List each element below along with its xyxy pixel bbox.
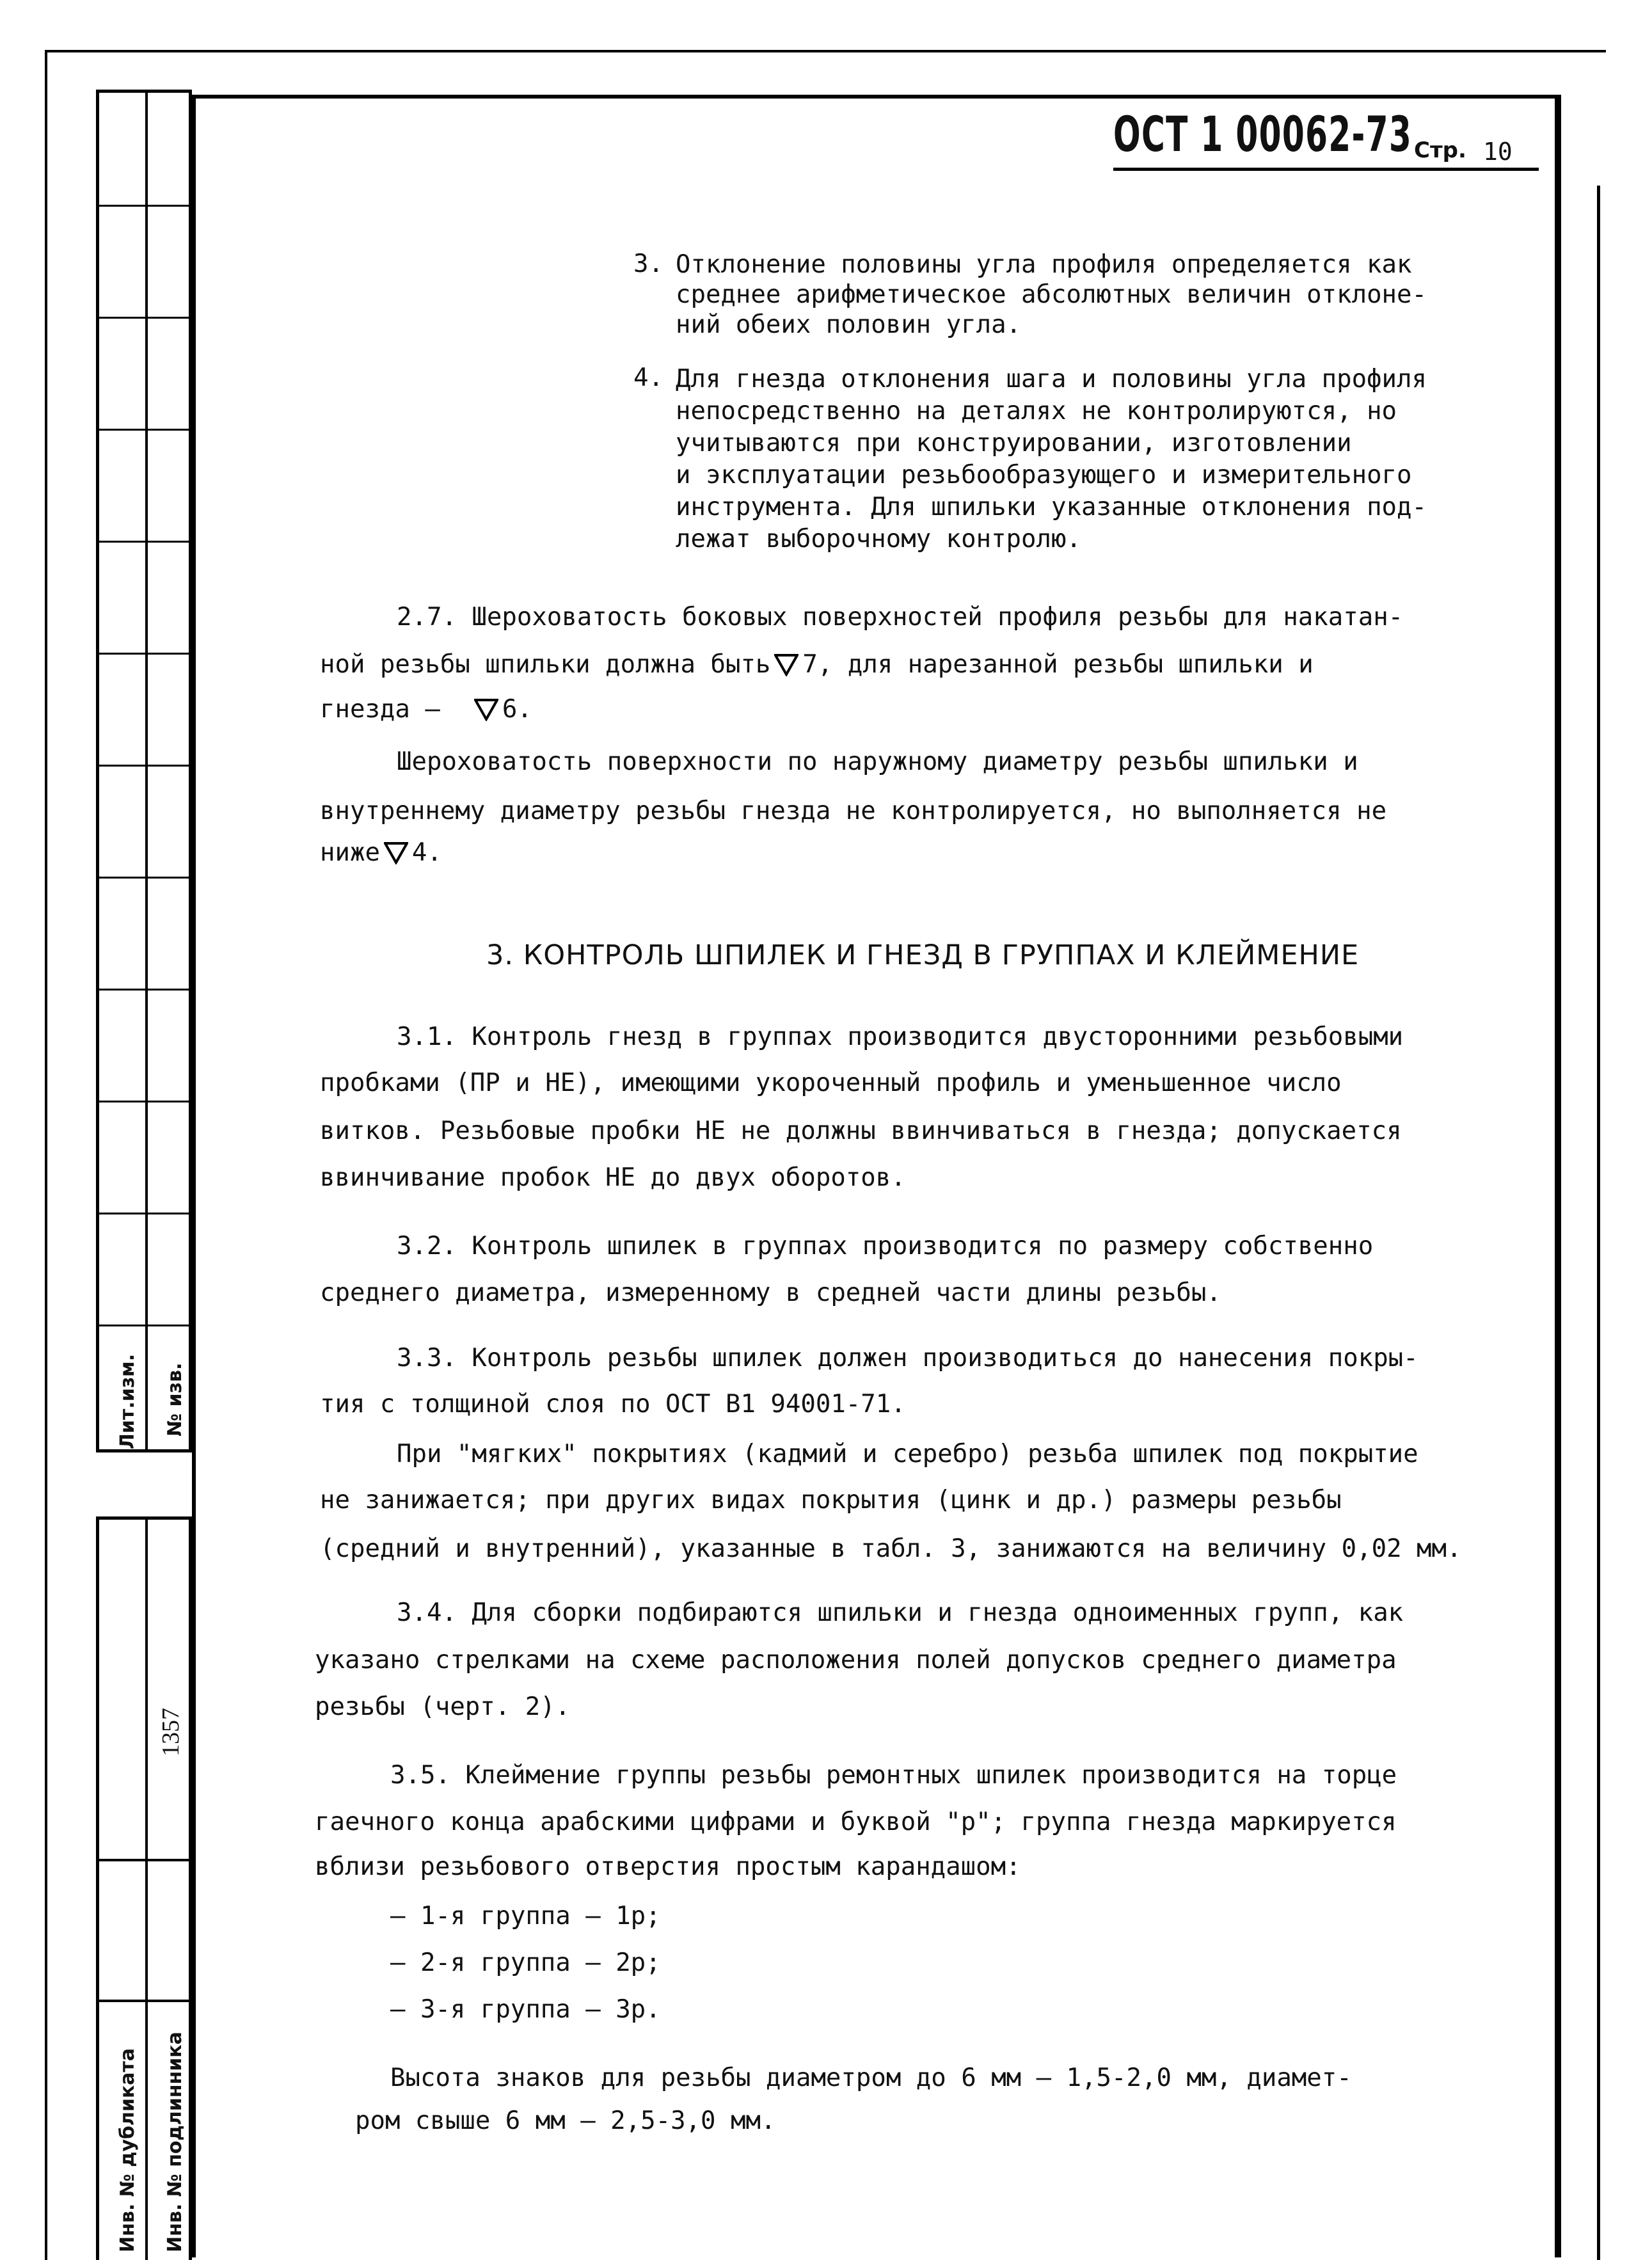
p33b-line: (средний и внутренний), указанные в табл. 3, занижаются на величину 0,02 мм. [320,1534,1462,1563]
stamp-row-line [99,205,189,207]
stamp-row-line [99,541,189,543]
p33b-line: не занижается; при других видах покрытия (цинк и др.) размеры резьбы [320,1486,1342,1515]
p27-line1: 2.7. Шероховатость боковых поверхностей профиля резьбы для накатан- [397,603,1404,632]
p27-line2-end: 7, для нарезанной резьбы шпильки и [802,650,1314,679]
p31-line: витков. Резьбовые пробки НЕ не должны ввинчиваться в гнезда; допускается [320,1117,1402,1145]
note-3 [676,250,1427,340]
stamp-no-izv-label: № изв. [164,1362,186,1436]
stamp-row-line [99,1325,189,1326]
note-4 [676,363,1427,555]
p33-line: 3.3. Контроль резьбы шпилек должен производиться до нанесения покры- [397,1344,1418,1373]
p32-line: среднего диаметра, измеренному в средней части длины резьбы. [320,1278,1221,1307]
p34-line: указано стрелками на схеме расположения полей допусков среднего диаметра [315,1646,1397,1675]
note-line: непосредственно на деталях не контролируются, но [676,397,1397,426]
p27-para2-line3-start: ниже [320,838,380,867]
p31-line: пробками (ПР и НЕ), имеющими укороченный профиль и уменьшенное число [320,1069,1342,1097]
group-list-item: – 1-я группа – 1р; [390,1902,661,1930]
section-heading: 3. КОНТРОЛЬ ШПИЛЕК И ГНЕЗД В ГРУППАХ И КЛЕЙМЕНИЕ [486,939,1360,971]
p35-line: 3.5. Клеймение группы резьбы ремонтных шпилек производится на торце [390,1761,1397,1790]
stamp-row-line [99,2000,189,2002]
roughness-triangle-icon [774,653,798,676]
stamp-divider [145,93,148,1449]
page-label: Стр. [1414,138,1466,163]
p34-line: 3.4. Для сборки подбираются шпильки и гнезда одноименных групп, как [397,1598,1404,1627]
roughness-triangle-icon [384,841,408,864]
p27-para2-line3 [320,838,442,867]
p27-line3 [320,695,532,724]
p27-line2-start: ной резьбы шпильки должна быть [320,650,771,679]
side-stamp-upper [96,90,192,1452]
note-line: Отклонение половины угла профиля определяется как [676,250,1412,279]
sheet-right-line [1597,186,1600,2260]
p27-line3-start: гнезда – [320,695,440,724]
p27-para2-line1: Шероховатость поверхности по наружному диаметру резьбы шпильки и [397,747,1358,776]
note-line: инструмента. Для шпильки указанные отклонения под- [676,493,1427,521]
stamp-inv-podl-label: Инв. № подлинника [164,2032,186,2252]
stamp-row-line [99,877,189,879]
p31-line: ввинчивание пробок НЕ до двух оборотов. [320,1163,906,1192]
stamp-lit-izm-label: Лит.изм. [116,1353,139,1449]
p33-line: тия с толщиной слоя по ОСТ В1 94001-71. [320,1390,906,1419]
roughness-triangle-icon [474,698,498,721]
p34-line: резьбы (черт. 2). [315,1692,571,1721]
p27-para2-line2: внутреннему диаметру резьбы гнезда не контролируется, но выполняется не [320,797,1387,825]
stamp-row-line [99,429,189,431]
group-list-item: – 2-я группа – 2р; [390,1948,661,1977]
p35-line: гаечного конца арабскими цифрами и буквой "р"; группа гнезда маркируется [315,1808,1397,1836]
note-number: 4. [633,363,663,392]
stamp-row-line [99,765,189,767]
header-underline [1113,168,1539,171]
stamp-number: 1357 [157,1708,184,1756]
note-number: 3. [633,250,663,278]
group-list-item: – 3-я группа – 3р. [390,1995,661,2024]
height-line: ром свыше 6 мм – 2,5-3,0 мм. [355,2106,776,2135]
note-line: и эксплуатации резьбообразующего и измерительного [676,461,1412,489]
p31-line: 3.1. Контроль гнезд в группах производится двусторонними резьбовыми [397,1023,1404,1051]
document-code: ОСТ 1 00062-73 [1113,106,1413,163]
stamp-row-line [99,1859,189,1861]
p27-line2 [320,650,1314,679]
height-line: Высота знаков для резьбы диаметром до 6 мм – 1,5-2,0 мм, диамет- [390,2064,1352,2092]
p27-line3-end: 6. [502,695,532,724]
p27-para2-line3-end: 4. [411,838,442,867]
note-line: лежат выборочному контролю. [676,525,1081,553]
note-line: ний обеих половин угла. [676,310,1022,339]
page-number: 10 [1483,138,1513,166]
stamp-row-line [99,1101,189,1102]
sheet-left-line [45,50,47,2260]
stamp-row-line [99,989,189,991]
p33b-line: При "мягких" покрытиях (кадмий и серебро) резьба шпилек под покрытие [397,1440,1418,1468]
sheet-top-line [45,50,1606,52]
stamp-divider [145,1520,148,2260]
note-line: учитываются при конструировании, изготовлении [676,429,1352,458]
stamp-row-line [99,1213,189,1214]
stamp-row-line [99,653,189,655]
p32-line: 3.2. Контроль шпилек в группах производится по размеру собственно [397,1232,1374,1261]
p35-line: вблизи резьбового отверстия простым карандашом: [315,1852,1021,1881]
stamp-inv-dubl-label: Инв. № дубликата [116,2048,139,2252]
note-line: среднее арифметическое абсолютных величин отклоне- [676,280,1427,309]
stamp-row-line [99,317,189,319]
note-line: Для гнезда отклонения шага и половины угла профиля [676,365,1427,394]
